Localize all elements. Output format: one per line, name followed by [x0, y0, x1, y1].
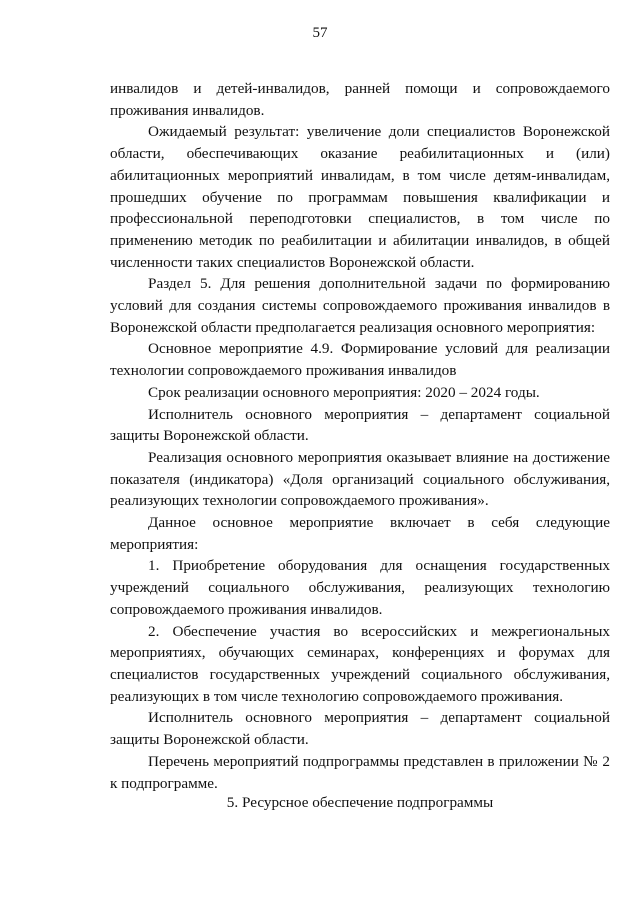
paragraph-appendix-reference: Перечень мероприятий подпрограммы представлен в приложении № 2 к подпрограмме.: [110, 752, 610, 792]
paragraph-continuation: инвалидов и детей-инвалидов, ранней помощи и сопровождаемого проживания инвалидов.: [110, 80, 610, 119]
body-text: [110, 78, 610, 794]
paragraph-main-activity: Основное мероприятие 4.9. Формирование условий для реализации технологии сопровождаемого проживания инвалидов: [110, 340, 610, 380]
paragraph-executor: Исполнитель основного мероприятия – департамент социальной защиты Воронежской области.: [110, 405, 610, 445]
list-item-2: 2. Обеспечение участия во всероссийских и межрегиональных мероприятиях, обучающих семинарах, конференциях и форумах для специалистов государственных учреждений социального обслуживания, реализующих в том числе технологию сопровождаемого проживания.: [110, 622, 610, 705]
paragraph-indicator: Реализация основного мероприятия оказывает влияние на достижение показателя (индикатора) «Доля организаций социального обслуживания, реализующих технологии сопровождаемого проживания».: [110, 448, 610, 510]
paragraph-section-5: Раздел 5. Для решения дополнительной задачи по формированию условий для создания системы сопровождаемого проживания инвалидов в Воронежской области предполагается реализация основного мероприятия:: [110, 275, 610, 336]
paragraph-includes: Данное основное мероприятие включает в себя следующие мероприятия:: [110, 514, 610, 553]
paragraph-term: Срок реализации основного мероприятия: 2020 – 2024 годы.: [148, 383, 540, 401]
paragraph-executor-repeat: Исполнитель основного мероприятия – департамент социальной защиты Воронежской области.: [110, 709, 610, 749]
section-heading: 5. Ресурсное обеспечение подпрограммы: [226, 794, 494, 811]
page-number: 57: [312, 25, 328, 41]
list-item-1: 1. Приобретение оборудования для оснащения государственных учреждений социального обслуживания, реализующих технологию сопровождаемого проживания инвалидов.: [110, 557, 610, 618]
paragraph-expected-result: Ожидаемый результат: увеличение доли специалистов Воронежской области, обеспечивающих оказание реабилитационных и (или) абилитационных мероприятий инвалидам, в том числе детям-инвалидам, прошедших обучение по программам повышения квалификации и профессиональной переподготовки специалистов, в том числе по применению методик по реабилитации и абилитации инвалидов, в общей численности таких специалистов Воронежской области.: [110, 123, 610, 271]
